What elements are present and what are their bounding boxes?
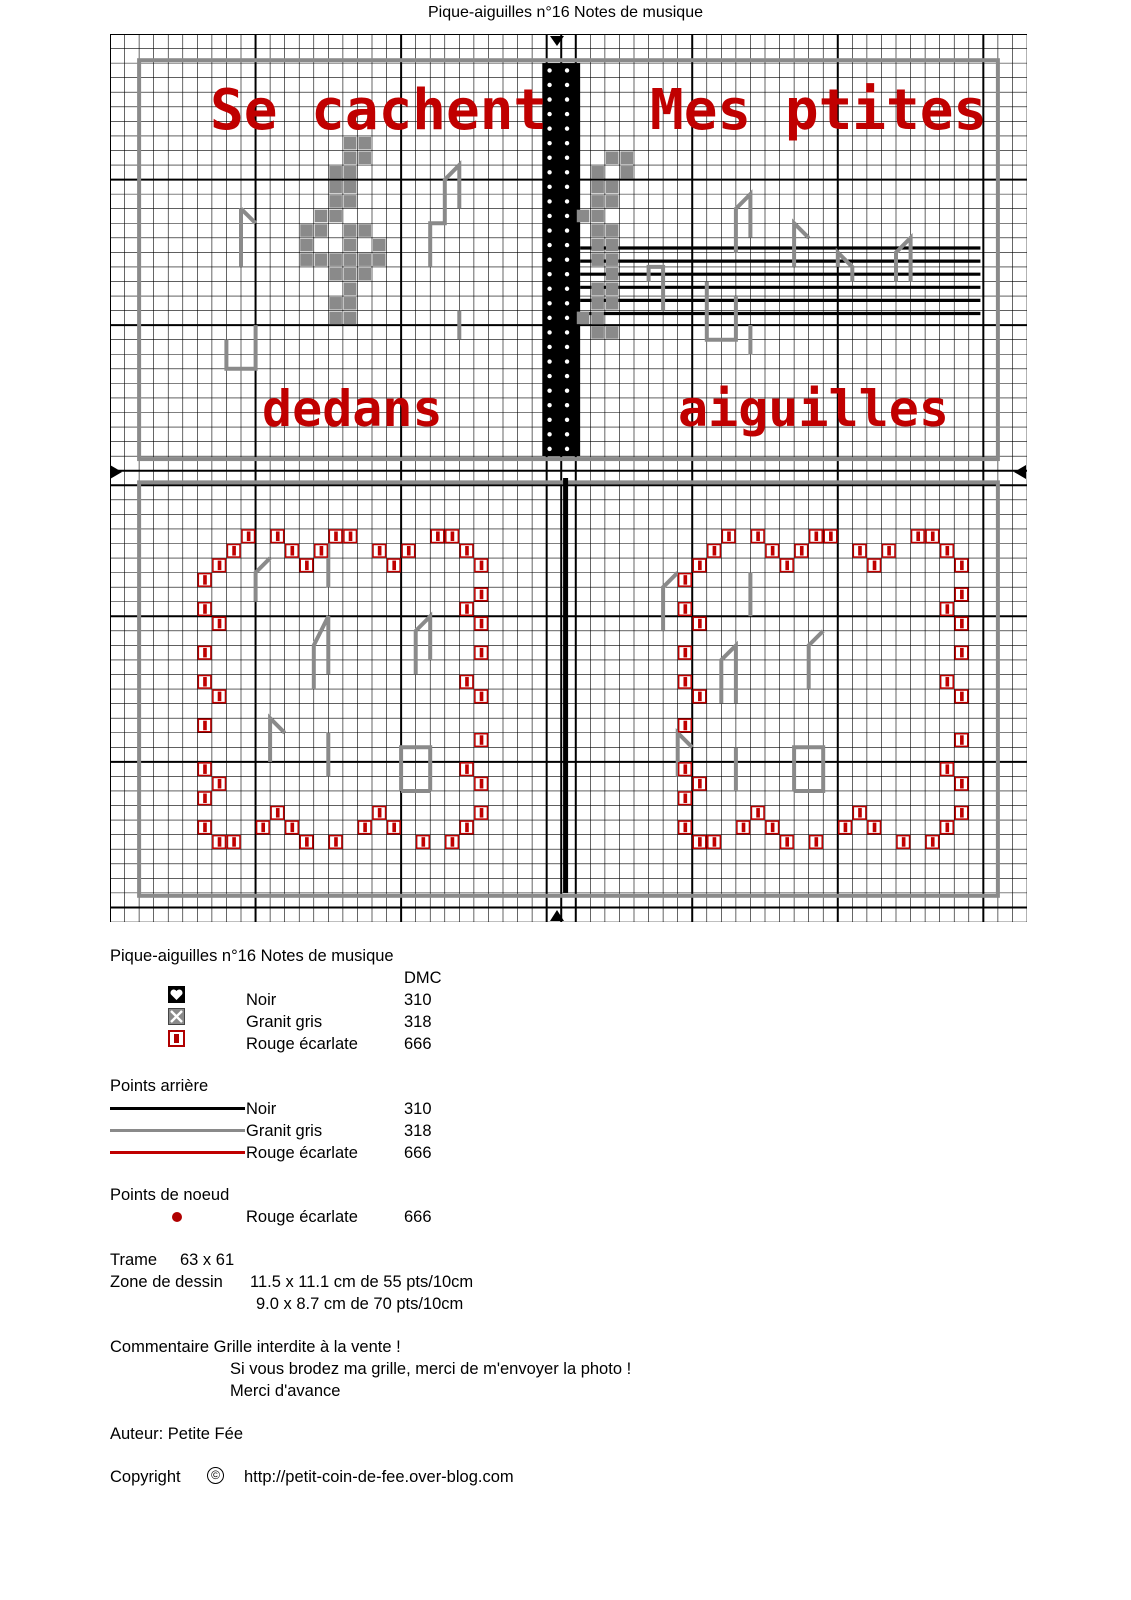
grey-cross-stitch xyxy=(591,297,604,310)
heart-stitch xyxy=(565,403,569,407)
grey-cross-stitch xyxy=(606,297,619,310)
red-stitch-bar xyxy=(451,837,455,847)
grey-cross-stitch xyxy=(315,224,328,237)
grey-cross-stitch xyxy=(344,297,357,310)
grey-cross-stitch xyxy=(344,282,357,295)
grey-cross-stitch xyxy=(591,166,604,179)
red-stitch-bar xyxy=(683,793,687,803)
red-stitch-bar xyxy=(203,604,207,614)
bar-icon xyxy=(168,1030,185,1047)
red-stitch-bar xyxy=(480,692,484,702)
red-stitch-bar xyxy=(451,531,455,541)
heart-stitch xyxy=(547,214,551,218)
grey-cross-stitch xyxy=(329,312,342,325)
thread-name: Granit gris xyxy=(246,1013,323,1031)
grey-cross-stitch xyxy=(591,239,604,252)
heart-stitch xyxy=(565,199,569,203)
grey-cross-stitch xyxy=(606,181,619,194)
heart-stitch xyxy=(565,345,569,349)
heart-stitch xyxy=(565,243,569,247)
trame-label: Trame xyxy=(110,1251,158,1269)
heart-icon xyxy=(168,986,185,1003)
heart-stitch xyxy=(547,126,551,130)
red-stitch-bar xyxy=(756,808,760,818)
red-stitch-bar xyxy=(698,561,702,571)
red-stitch-bar xyxy=(290,823,294,833)
red-stitch-bar xyxy=(945,764,949,774)
grey-cross-stitch xyxy=(329,195,342,208)
red-stitch-bar xyxy=(698,779,702,789)
red-stitch-bar xyxy=(320,546,324,556)
heart-stitch xyxy=(547,170,551,174)
heart-stitch xyxy=(565,83,569,87)
red-stitch-bar xyxy=(334,531,338,541)
red-stitch-bar xyxy=(945,677,949,687)
author: Auteur: Petite Fée xyxy=(110,1425,243,1443)
grey-cross-stitch xyxy=(344,268,357,281)
grey-cross-stitch xyxy=(344,312,357,325)
backstitch-line-rouge xyxy=(110,1151,245,1154)
red-stitch-bar xyxy=(465,764,469,774)
red-stitch-bar xyxy=(683,721,687,731)
red-stitch-bar xyxy=(814,531,818,541)
note-backstitch xyxy=(270,718,285,762)
backstitch-title: Points arrière xyxy=(110,1077,209,1095)
grey-cross-stitch xyxy=(591,195,604,208)
red-stitch-bar xyxy=(203,823,207,833)
grey-cross-stitch xyxy=(606,326,619,339)
grey-cross-stitch xyxy=(329,210,342,223)
heart-stitch xyxy=(547,199,551,203)
heart-stitch xyxy=(547,97,551,101)
cross-icon xyxy=(168,1008,185,1025)
cross-stitch-chart xyxy=(110,34,1027,922)
red-stitch-bar xyxy=(378,546,382,556)
chart-text-top-left: Se cachent xyxy=(210,78,548,143)
heart-stitch xyxy=(565,170,569,174)
grey-cross-stitch xyxy=(591,181,604,194)
red-stitch-bar xyxy=(960,735,964,745)
heart-stitch xyxy=(547,287,551,291)
trame-value: 63 x 61 xyxy=(180,1251,235,1269)
red-stitch-bar xyxy=(232,837,236,847)
red-stitch-bar xyxy=(218,692,222,702)
zone-line-1: 11.5 x 11.1 cm de 55 pts/10cm xyxy=(250,1273,474,1291)
legend-title: Pique-aiguilles n°16 Notes de musique xyxy=(110,947,394,965)
red-stitch-bar xyxy=(392,823,396,833)
grey-cross-stitch xyxy=(606,151,619,164)
heart-stitch xyxy=(547,112,551,116)
red-stitch-bar xyxy=(683,575,687,585)
chart-motifs xyxy=(139,60,998,896)
red-stitch-bar xyxy=(873,823,877,833)
red-stitch-bar xyxy=(232,546,236,556)
heart-stitch xyxy=(547,243,551,247)
red-stitch-bar xyxy=(203,677,207,687)
heart-stitch xyxy=(547,418,551,422)
red-stitch-bar xyxy=(683,604,687,614)
heart-stitch xyxy=(565,388,569,392)
red-stitch-bar xyxy=(203,575,207,585)
grey-cross-stitch xyxy=(606,282,619,295)
grey-cross-stitch xyxy=(606,239,619,252)
grey-cross-stitch xyxy=(577,210,590,223)
heart-stitch xyxy=(565,141,569,145)
red-stitch-bar xyxy=(800,546,804,556)
heart-stitch xyxy=(547,316,551,320)
red-stitch-bar xyxy=(305,837,309,847)
grey-cross-stitch xyxy=(315,253,328,266)
copyright-icon: © xyxy=(207,1467,224,1484)
zone-label: Zone de dessin xyxy=(110,1273,223,1291)
heart-stitch xyxy=(547,83,551,87)
grey-cross-stitch xyxy=(591,282,604,295)
heart-stitch xyxy=(547,257,551,261)
red-stitch-bar xyxy=(407,546,411,556)
red-stitch-bar xyxy=(844,823,848,833)
grey-cross-stitch xyxy=(344,195,357,208)
grey-cross-stitch xyxy=(591,210,604,223)
heart-stitch xyxy=(565,330,569,334)
grey-cross-stitch xyxy=(315,210,328,223)
grey-cross-stitch xyxy=(300,239,313,252)
heart-stitch xyxy=(565,156,569,160)
red-stitch-bar xyxy=(960,779,964,789)
page-title: Pique-aiguilles n°16 Notes de musique xyxy=(427,4,703,21)
grey-cross-stitch xyxy=(344,253,357,266)
heart-stitch xyxy=(547,447,551,451)
grey-cross-stitch xyxy=(300,224,313,237)
red-stitch-bar xyxy=(960,619,964,629)
red-stitch-bar xyxy=(785,561,789,571)
red-stitch-bar xyxy=(465,604,469,614)
heart-stitch xyxy=(565,374,569,378)
backstitch-name: Noir xyxy=(246,1100,277,1118)
heart-stitch xyxy=(547,156,551,160)
red-stitch-bar xyxy=(305,561,309,571)
heart-stitch xyxy=(565,257,569,261)
comment-line-2: Si vous brodez ma grille, merci de m'envoyer la photo ! xyxy=(230,1360,632,1378)
grey-cross-stitch xyxy=(591,253,604,266)
grey-cross-stitch xyxy=(620,166,633,179)
heart-stitch xyxy=(565,432,569,436)
grey-cross-stitch xyxy=(344,239,357,252)
heart-stitch xyxy=(565,97,569,101)
red-stitch-bar xyxy=(771,546,775,556)
red-stitch-bar xyxy=(436,531,440,541)
grey-cross-stitch xyxy=(358,151,371,164)
thread-dmc: 318 xyxy=(404,1013,432,1031)
grey-cross-stitch xyxy=(358,253,371,266)
grey-cross-stitch xyxy=(329,297,342,310)
red-stitch-bar xyxy=(698,692,702,702)
grey-cross-stitch xyxy=(358,268,371,281)
heart-stitch xyxy=(547,141,551,145)
heart-stitch xyxy=(565,316,569,320)
red-stitch-bar xyxy=(771,823,775,833)
center-arrow-left-icon xyxy=(110,465,122,479)
heart-stitch xyxy=(547,330,551,334)
red-stitch-bar xyxy=(960,808,964,818)
red-stitch-bar xyxy=(261,823,265,833)
red-stitch-bar xyxy=(203,721,207,731)
grey-cross-stitch xyxy=(300,253,313,266)
red-stitch-bar xyxy=(698,837,702,847)
red-stitch-bar xyxy=(218,561,222,571)
heart-stitch xyxy=(547,228,551,232)
grey-cross-stitch xyxy=(329,253,342,266)
heart-stitch xyxy=(547,374,551,378)
backstitch-line-noir xyxy=(110,1107,245,1110)
grey-cross-stitch xyxy=(577,312,590,325)
grey-cross-stitch xyxy=(358,224,371,237)
red-stitch-bar xyxy=(290,546,294,556)
grey-cross-stitch xyxy=(606,224,619,237)
red-stitch-bar xyxy=(814,837,818,847)
backstitch-dmc: 666 xyxy=(404,1144,432,1162)
red-stitch-bar xyxy=(465,677,469,687)
backstitch-name: Rouge écarlate xyxy=(246,1144,358,1162)
red-stitch-bar xyxy=(873,561,877,571)
backstitch-dmc: 310 xyxy=(404,1100,432,1118)
backstitch-dmc: 318 xyxy=(404,1122,432,1140)
heart-stitch xyxy=(565,126,569,130)
comment-line-1: Commentaire Grille interdite à la vente ! xyxy=(110,1338,401,1356)
heart-stitch xyxy=(565,68,569,72)
red-stitch-bar xyxy=(203,793,207,803)
knots-title: Points de noeud xyxy=(110,1186,230,1204)
red-stitch-bar xyxy=(887,546,891,556)
copyright-label: Copyright xyxy=(110,1468,181,1486)
red-stitch-bar xyxy=(378,808,382,818)
heart-stitch xyxy=(565,272,569,276)
grey-cross-stitch xyxy=(344,151,357,164)
red-stitch-bar xyxy=(829,531,833,541)
grey-cross-stitch xyxy=(606,253,619,266)
heart-stitch xyxy=(547,359,551,363)
legend-dmc-header: DMC xyxy=(404,969,442,987)
red-stitch-bar xyxy=(480,779,484,789)
center-arrow-right-icon xyxy=(1014,465,1026,479)
red-stitch-bar xyxy=(218,779,222,789)
red-stitch-bar xyxy=(960,692,964,702)
knot-dmc: 666 xyxy=(404,1208,432,1226)
heart-stitch xyxy=(565,447,569,451)
red-stitch-bar xyxy=(683,677,687,687)
thread-dmc: 666 xyxy=(404,1035,432,1053)
red-stitch-bar xyxy=(218,619,222,629)
knot-dot-icon xyxy=(172,1212,182,1222)
grey-cross-stitch xyxy=(591,312,604,325)
backstitch-line-gris xyxy=(110,1129,245,1132)
note-backstitch xyxy=(256,558,271,602)
red-stitch-bar xyxy=(421,837,425,847)
heart-stitch xyxy=(547,432,551,436)
heart-stitch xyxy=(565,359,569,363)
grey-cross-stitch xyxy=(344,181,357,194)
grey-cross-stitch xyxy=(329,166,342,179)
red-stitch-bar xyxy=(349,531,353,541)
heart-stitch xyxy=(565,112,569,116)
heart-stitch xyxy=(547,345,551,349)
red-stitch-bar xyxy=(480,648,484,658)
heart-stitch xyxy=(565,301,569,305)
red-stitch-bar xyxy=(683,648,687,658)
red-stitch-bar xyxy=(756,531,760,541)
red-stitch-bar xyxy=(902,837,906,847)
heart-stitch xyxy=(547,388,551,392)
grey-cross-stitch xyxy=(344,224,357,237)
red-stitch-bar xyxy=(480,808,484,818)
grey-cross-stitch xyxy=(329,181,342,194)
red-stitch-bar xyxy=(683,823,687,833)
grey-cross-stitch xyxy=(591,326,604,339)
heart-stitch xyxy=(565,214,569,218)
heart-stitch xyxy=(547,301,551,305)
copyright-url[interactable]: http://petit-coin-de-fee.over-blog.com xyxy=(244,1468,514,1486)
red-stitch-bar xyxy=(276,808,280,818)
red-stitch-bar xyxy=(276,531,280,541)
grey-cross-stitch xyxy=(373,253,386,266)
note-backstitch xyxy=(314,616,329,689)
red-stitch-bar xyxy=(945,823,949,833)
heart-stitch xyxy=(547,403,551,407)
heart-stitch xyxy=(565,418,569,422)
red-stitch-bar xyxy=(480,561,484,571)
red-stitch-bar xyxy=(931,837,935,847)
chart-text-top-right: Mes ptites xyxy=(650,78,988,143)
red-stitch-bar xyxy=(727,531,731,541)
red-stitch-bar xyxy=(683,764,687,774)
red-stitch-bar xyxy=(480,590,484,600)
red-stitch-bar xyxy=(960,590,964,600)
heart-stitch xyxy=(565,185,569,189)
chart-text-bottom-left: dedans xyxy=(262,380,443,438)
red-stitch-bar xyxy=(713,837,717,847)
red-stitch-bar xyxy=(480,735,484,745)
red-stitch-bar xyxy=(742,823,746,833)
thread-name: Noir xyxy=(246,991,277,1009)
red-stitch-bar xyxy=(945,546,949,556)
red-stitch-bar xyxy=(858,808,862,818)
knot-name: Rouge écarlate xyxy=(246,1208,358,1226)
red-stitch-bar xyxy=(363,823,367,833)
heart-stitch xyxy=(565,287,569,291)
thread-name: Rouge écarlate xyxy=(246,1035,358,1053)
grey-cross-stitch xyxy=(344,166,357,179)
red-stitch-bar xyxy=(713,546,717,556)
red-stitch-bar xyxy=(480,619,484,629)
zone-line-2: 9.0 x 8.7 cm de 70 pts/10cm xyxy=(256,1295,464,1313)
red-stitch-bar xyxy=(392,561,396,571)
grey-cross-stitch xyxy=(329,268,342,281)
red-stitch-bar xyxy=(465,823,469,833)
chart-text-bottom-right: aiguilles xyxy=(678,380,949,438)
thread-dmc: 310 xyxy=(404,991,432,1009)
red-stitch-bar xyxy=(203,764,207,774)
heart-stitch xyxy=(547,185,551,189)
red-stitch-bar xyxy=(698,619,702,629)
grey-cross-stitch xyxy=(606,268,619,281)
red-stitch-bar xyxy=(465,546,469,556)
backstitch-name: Granit gris xyxy=(246,1122,323,1140)
red-stitch-bar xyxy=(858,546,862,556)
red-stitch-bar xyxy=(203,648,207,658)
red-stitch-bar xyxy=(247,531,251,541)
red-stitch-bar xyxy=(785,837,789,847)
red-stitch-bar xyxy=(960,648,964,658)
red-stitch-bar xyxy=(945,604,949,614)
red-stitch-bar xyxy=(334,837,338,847)
grey-cross-stitch xyxy=(620,151,633,164)
heart-stitch xyxy=(547,68,551,72)
heart-stitch xyxy=(547,272,551,276)
red-stitch-bar xyxy=(218,837,222,847)
grey-cross-stitch xyxy=(606,195,619,208)
red-stitch-bar xyxy=(931,531,935,541)
comment-line-3: Merci d'avance xyxy=(230,1382,341,1400)
red-stitch-bar xyxy=(960,561,964,571)
heart-stitch xyxy=(565,228,569,232)
grey-cross-stitch xyxy=(373,239,386,252)
red-stitch-bar xyxy=(916,531,920,541)
grey-cross-stitch xyxy=(591,224,604,237)
